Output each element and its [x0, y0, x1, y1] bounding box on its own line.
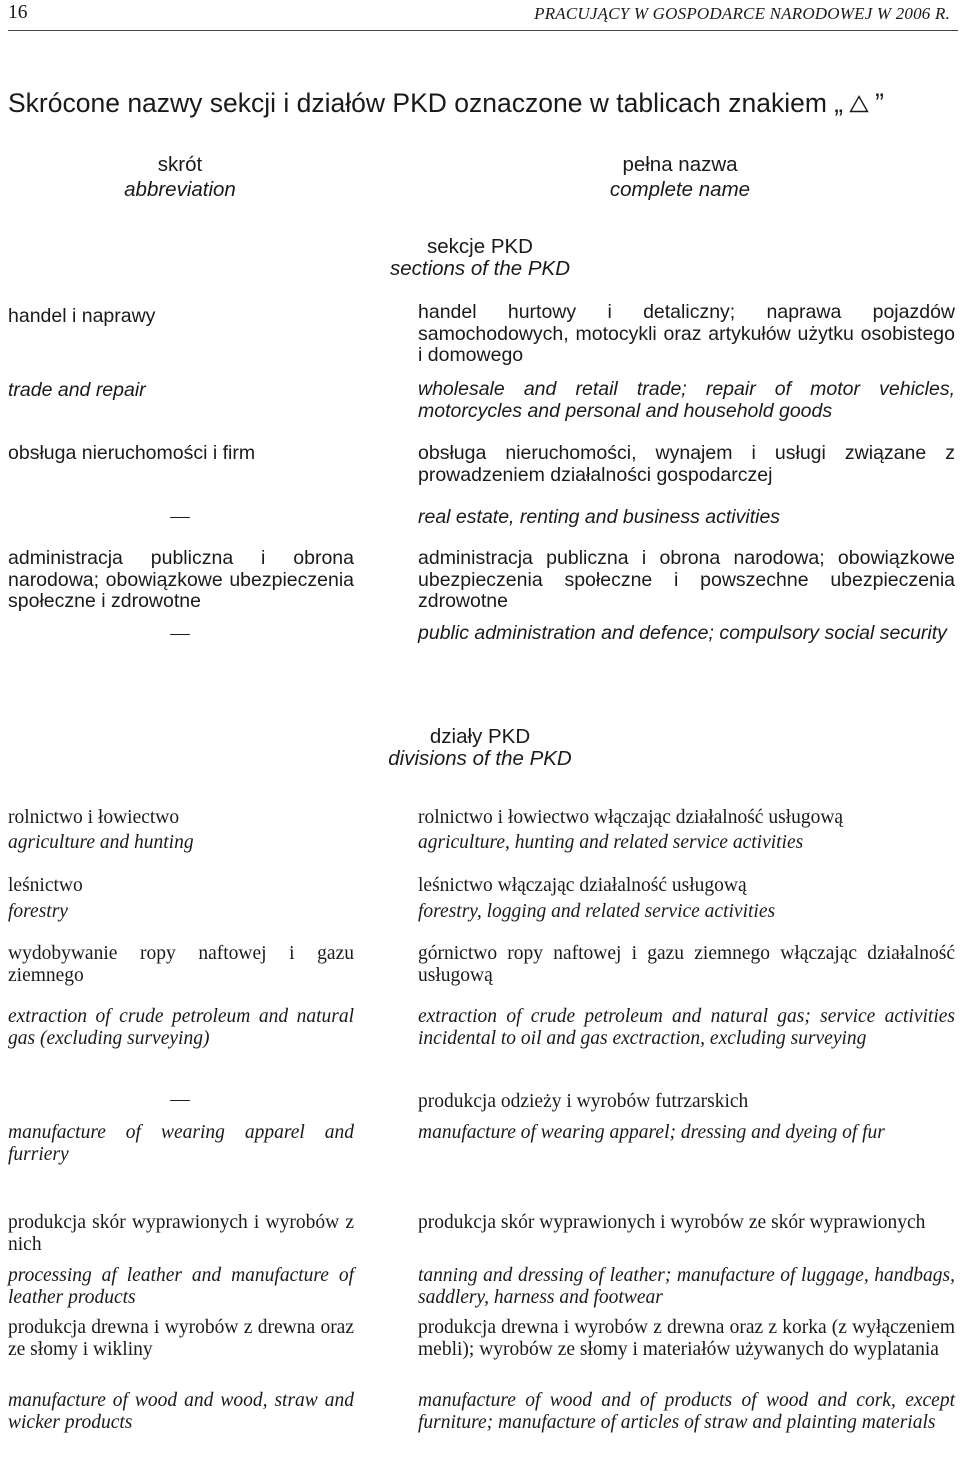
- page-number: 16: [8, 2, 28, 23]
- division-full-pl: produkcja skór wyprawionych i wyrobów ze skór wyprawionych: [418, 1212, 926, 1233]
- section-full-en: public administration and defence; compulsory social security: [418, 622, 947, 644]
- title-quote-close: ”: [875, 88, 884, 118]
- division-abbr-en: forestry: [8, 901, 68, 922]
- sections-heading: [330, 236, 630, 280]
- division-full-pl: produkcja drewna i wyrobów z drewna oraz z korka (z wyłączeniem mebli); wyrobów ze słomy i materiałów używanych do wyplatania: [418, 1317, 955, 1360]
- division-abbr-en: extraction of crude petroleum and natural gas (excluding surveying): [8, 1006, 354, 1049]
- header-rule: [8, 30, 958, 31]
- division-full-pl: produkcja odzieży i wyrobów futrzarskich: [418, 1091, 749, 1112]
- division-abbr-en: manufacture of wearing apparel and furriery: [8, 1122, 354, 1165]
- section-full-pl: administracja publiczna i obrona narodowa; obowiązkowe ubezpieczenia społeczne i powszechne ubezpieczenia zdrowotne: [418, 547, 955, 612]
- section-full-en: real estate, renting and business activities: [418, 506, 781, 528]
- division-full-pl: górnictwo ropy naftowej i gazu ziemnego włączając działalność usługową: [418, 943, 955, 986]
- division-abbr-en: processing af leather and manufacture of leather products: [8, 1265, 354, 1308]
- division-full-en: agriculture, hunting and related service activities: [418, 832, 804, 853]
- column-header-complete-name: [560, 152, 800, 202]
- divisions-heading: [330, 726, 630, 770]
- triangle-outline-icon: [849, 89, 869, 107]
- column-header-abbreviation: [80, 152, 280, 202]
- running-title: PRACUJĄCY W GOSPODARCE NARODOWEJ W 2006 R.: [534, 4, 950, 23]
- column-header-abbreviation-en: abbreviation: [124, 178, 236, 201]
- division-full-pl: leśnictwo włączając działalność usługową: [418, 875, 747, 896]
- section-full-pl: handel hurtowy i detaliczny; naprawa pojazdów samochodowych, motocykli oraz artykułów użytku osobistego i domowego: [418, 301, 955, 366]
- division-full-en: manufacture of wearing apparel; dressing and dyeing of fur: [418, 1122, 885, 1143]
- section-abbr-en: trade and repair: [8, 379, 146, 401]
- division-full-en: forestry, logging and related service activities: [418, 901, 776, 922]
- division-full-pl: rolnictwo i łowiectwo włączając działalność usługową: [418, 807, 844, 828]
- division-full-en: tanning and dressing of leather; manufacture of luggage, handbags, saddlery, harness and footwear: [418, 1265, 955, 1308]
- division-full-en: manufacture of wood and of products of wood and cork, except furniture; manufacture of articles of straw and plainting materials: [418, 1390, 955, 1433]
- division-full-en: extraction of crude petroleum and natural gas; service activities incidental to oil and gas exctraction, excluding surveying: [418, 1006, 955, 1049]
- section-abbr-pl: administracja publiczna i obrona narodowa; obowiązkowe ubezpieczenia społeczne i zdrowotne: [8, 547, 354, 612]
- section-abbr-pl: obsługa nieruchomości i firm: [8, 442, 256, 464]
- section-full-pl: obsługa nieruchomości, wynajem i usługi związane z prowadzeniem działalności gospodarczej: [418, 442, 955, 486]
- divisions-heading-en: divisions of the PKD: [388, 747, 572, 770]
- section-abbr-en: —: [170, 623, 190, 644]
- section-full-en: wholesale and retail trade; repair of motor vehicles, motorcycles and personal and household goods: [418, 378, 955, 422]
- division-abbr-pl: wydobywanie ropy naftowej i gazu ziemnego: [8, 943, 354, 986]
- division-abbr-en: agriculture and hunting: [8, 832, 194, 853]
- column-header-complete-name-en: complete name: [609, 178, 751, 201]
- divisions-heading-pl: działy PKD: [429, 725, 531, 748]
- title-text: Skrócone nazwy sekcji i działów PKD oznaczone w tablicach znakiem „: [8, 88, 844, 118]
- division-abbr-en: manufacture of wood and wood, straw and wicker products: [8, 1390, 354, 1433]
- page-title: [8, 88, 884, 118]
- section-abbr-pl: handel i naprawy: [8, 305, 156, 327]
- column-header-abbreviation-pl: skrót: [157, 153, 203, 176]
- column-header-complete-name-pl: pełna nazwa: [622, 153, 738, 176]
- sections-heading-en: sections of the PKD: [389, 257, 571, 280]
- division-abbr-pl: produkcja skór wyprawionych i wyrobów z nich: [8, 1212, 354, 1255]
- division-abbr-pl: produkcja drewna i wyrobów z drewna oraz ze słomy i wikliny: [8, 1317, 354, 1360]
- division-abbr-pl: leśnictwo: [8, 875, 83, 896]
- division-abbr-pl: —: [170, 1089, 190, 1110]
- section-abbr-en: —: [170, 506, 190, 527]
- division-abbr-pl: rolnictwo i łowiectwo: [8, 807, 180, 828]
- sections-heading-pl: sekcje PKD: [427, 235, 533, 258]
